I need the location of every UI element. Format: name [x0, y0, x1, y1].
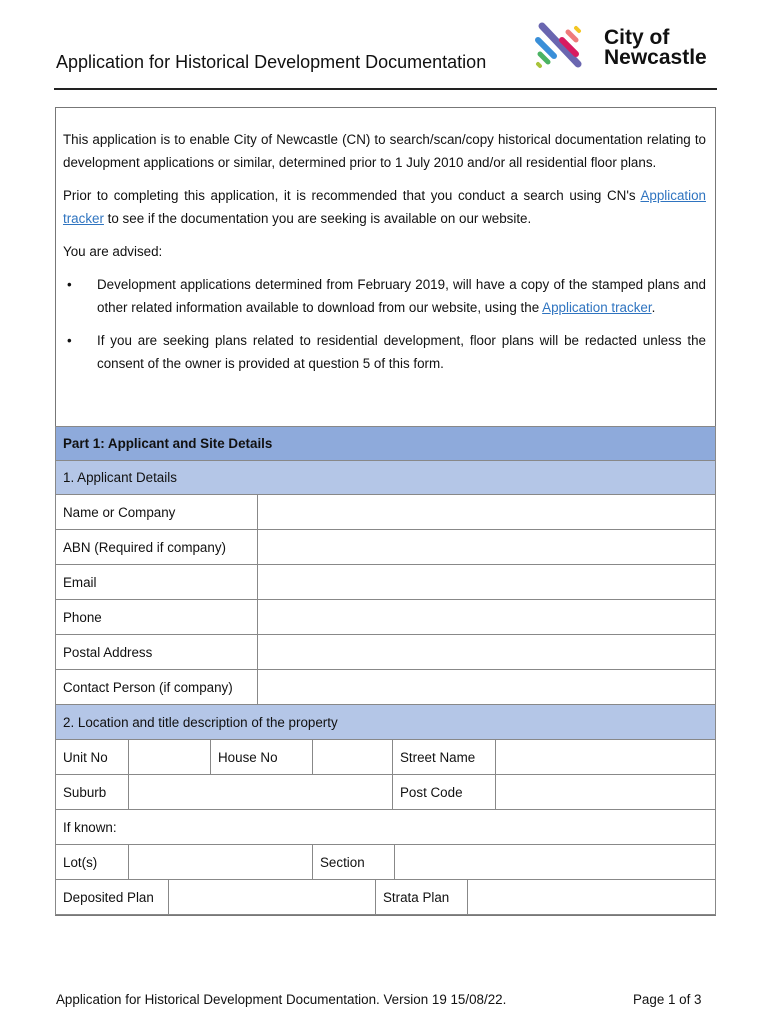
- logo-text: City of Newcastle: [604, 26, 707, 69]
- street-label: Street Name: [392, 739, 496, 775]
- street-input[interactable]: [495, 739, 716, 775]
- name-input[interactable]: [257, 494, 716, 530]
- strata-plan-input[interactable]: [467, 879, 716, 915]
- suburb-label: Suburb: [55, 774, 129, 810]
- postcode-label: Post Code: [392, 774, 496, 810]
- intro-text: [63, 128, 706, 385]
- unit-label: Unit No: [55, 739, 129, 775]
- footer-version: Application for Historical Development Documentation. Version 19 15/08/22.: [56, 992, 507, 1007]
- phone-label: Phone: [55, 599, 258, 635]
- postcode-input[interactable]: [495, 774, 716, 810]
- section2-header: 2. Location and title description of the property: [55, 704, 716, 740]
- phone-input[interactable]: [257, 599, 716, 635]
- deposited-plan-input[interactable]: [168, 879, 376, 915]
- bullet-item: • If you are seeking plans related to residential development, floor plans will be redacted unless the consent of the owner is provided at question 5 of this form.: [67, 333, 706, 371]
- header-rule: [54, 88, 717, 90]
- lot-input[interactable]: [128, 844, 313, 880]
- section1-header: 1. Applicant Details: [55, 460, 716, 495]
- part1-header: Part 1: Applicant and Site Details: [55, 426, 716, 461]
- lot-label: Lot(s): [55, 844, 129, 880]
- contact-label: Contact Person (if company): [55, 669, 258, 705]
- if-known-label: If known:: [55, 809, 716, 845]
- contact-input[interactable]: [257, 669, 716, 705]
- name-label: Name or Company: [55, 494, 258, 530]
- advised-label: You are advised:: [63, 244, 163, 259]
- section-input[interactable]: [394, 844, 716, 880]
- footer-page-number: Page 1 of 3: [633, 992, 702, 1007]
- section-label: Section: [312, 844, 395, 880]
- strata-plan-label: Strata Plan: [375, 879, 468, 915]
- abn-input[interactable]: [257, 529, 716, 565]
- postal-label: Postal Address: [55, 634, 258, 670]
- intro-paragraph: This application is to enable City of Newcastle (CN) to search/scan/copy historical documentation relating to development applications or similar, determined prior to 1 July 2010 and/or all residential floor plans.: [63, 132, 706, 170]
- postal-input[interactable]: [257, 634, 716, 670]
- deposited-plan-label: Deposited Plan: [55, 879, 169, 915]
- house-input[interactable]: [312, 739, 393, 775]
- email-input[interactable]: [257, 564, 716, 600]
- suburb-input[interactable]: [128, 774, 393, 810]
- unit-input[interactable]: [128, 739, 211, 775]
- house-label: House No: [210, 739, 313, 775]
- application-tracker-link[interactable]: Application tracker: [542, 300, 652, 315]
- email-label: Email: [55, 564, 258, 600]
- intro-paragraph: Prior to completing this application, it is recommended that you conduct a search using CN's Application tracker to see if the documentation you are seeking is available on our website.: [63, 188, 706, 226]
- application-tracker-link[interactable]: Application tracker: [63, 188, 706, 226]
- abn-label: ABN (Required if company): [55, 529, 258, 565]
- document-title: Application for Historical Development Documentation: [56, 52, 487, 72]
- bullet-item: • Development applications determined from February 2019, will have a copy of the stamped plans and other related information available to download from our website, using the Application tracker.: [67, 277, 706, 315]
